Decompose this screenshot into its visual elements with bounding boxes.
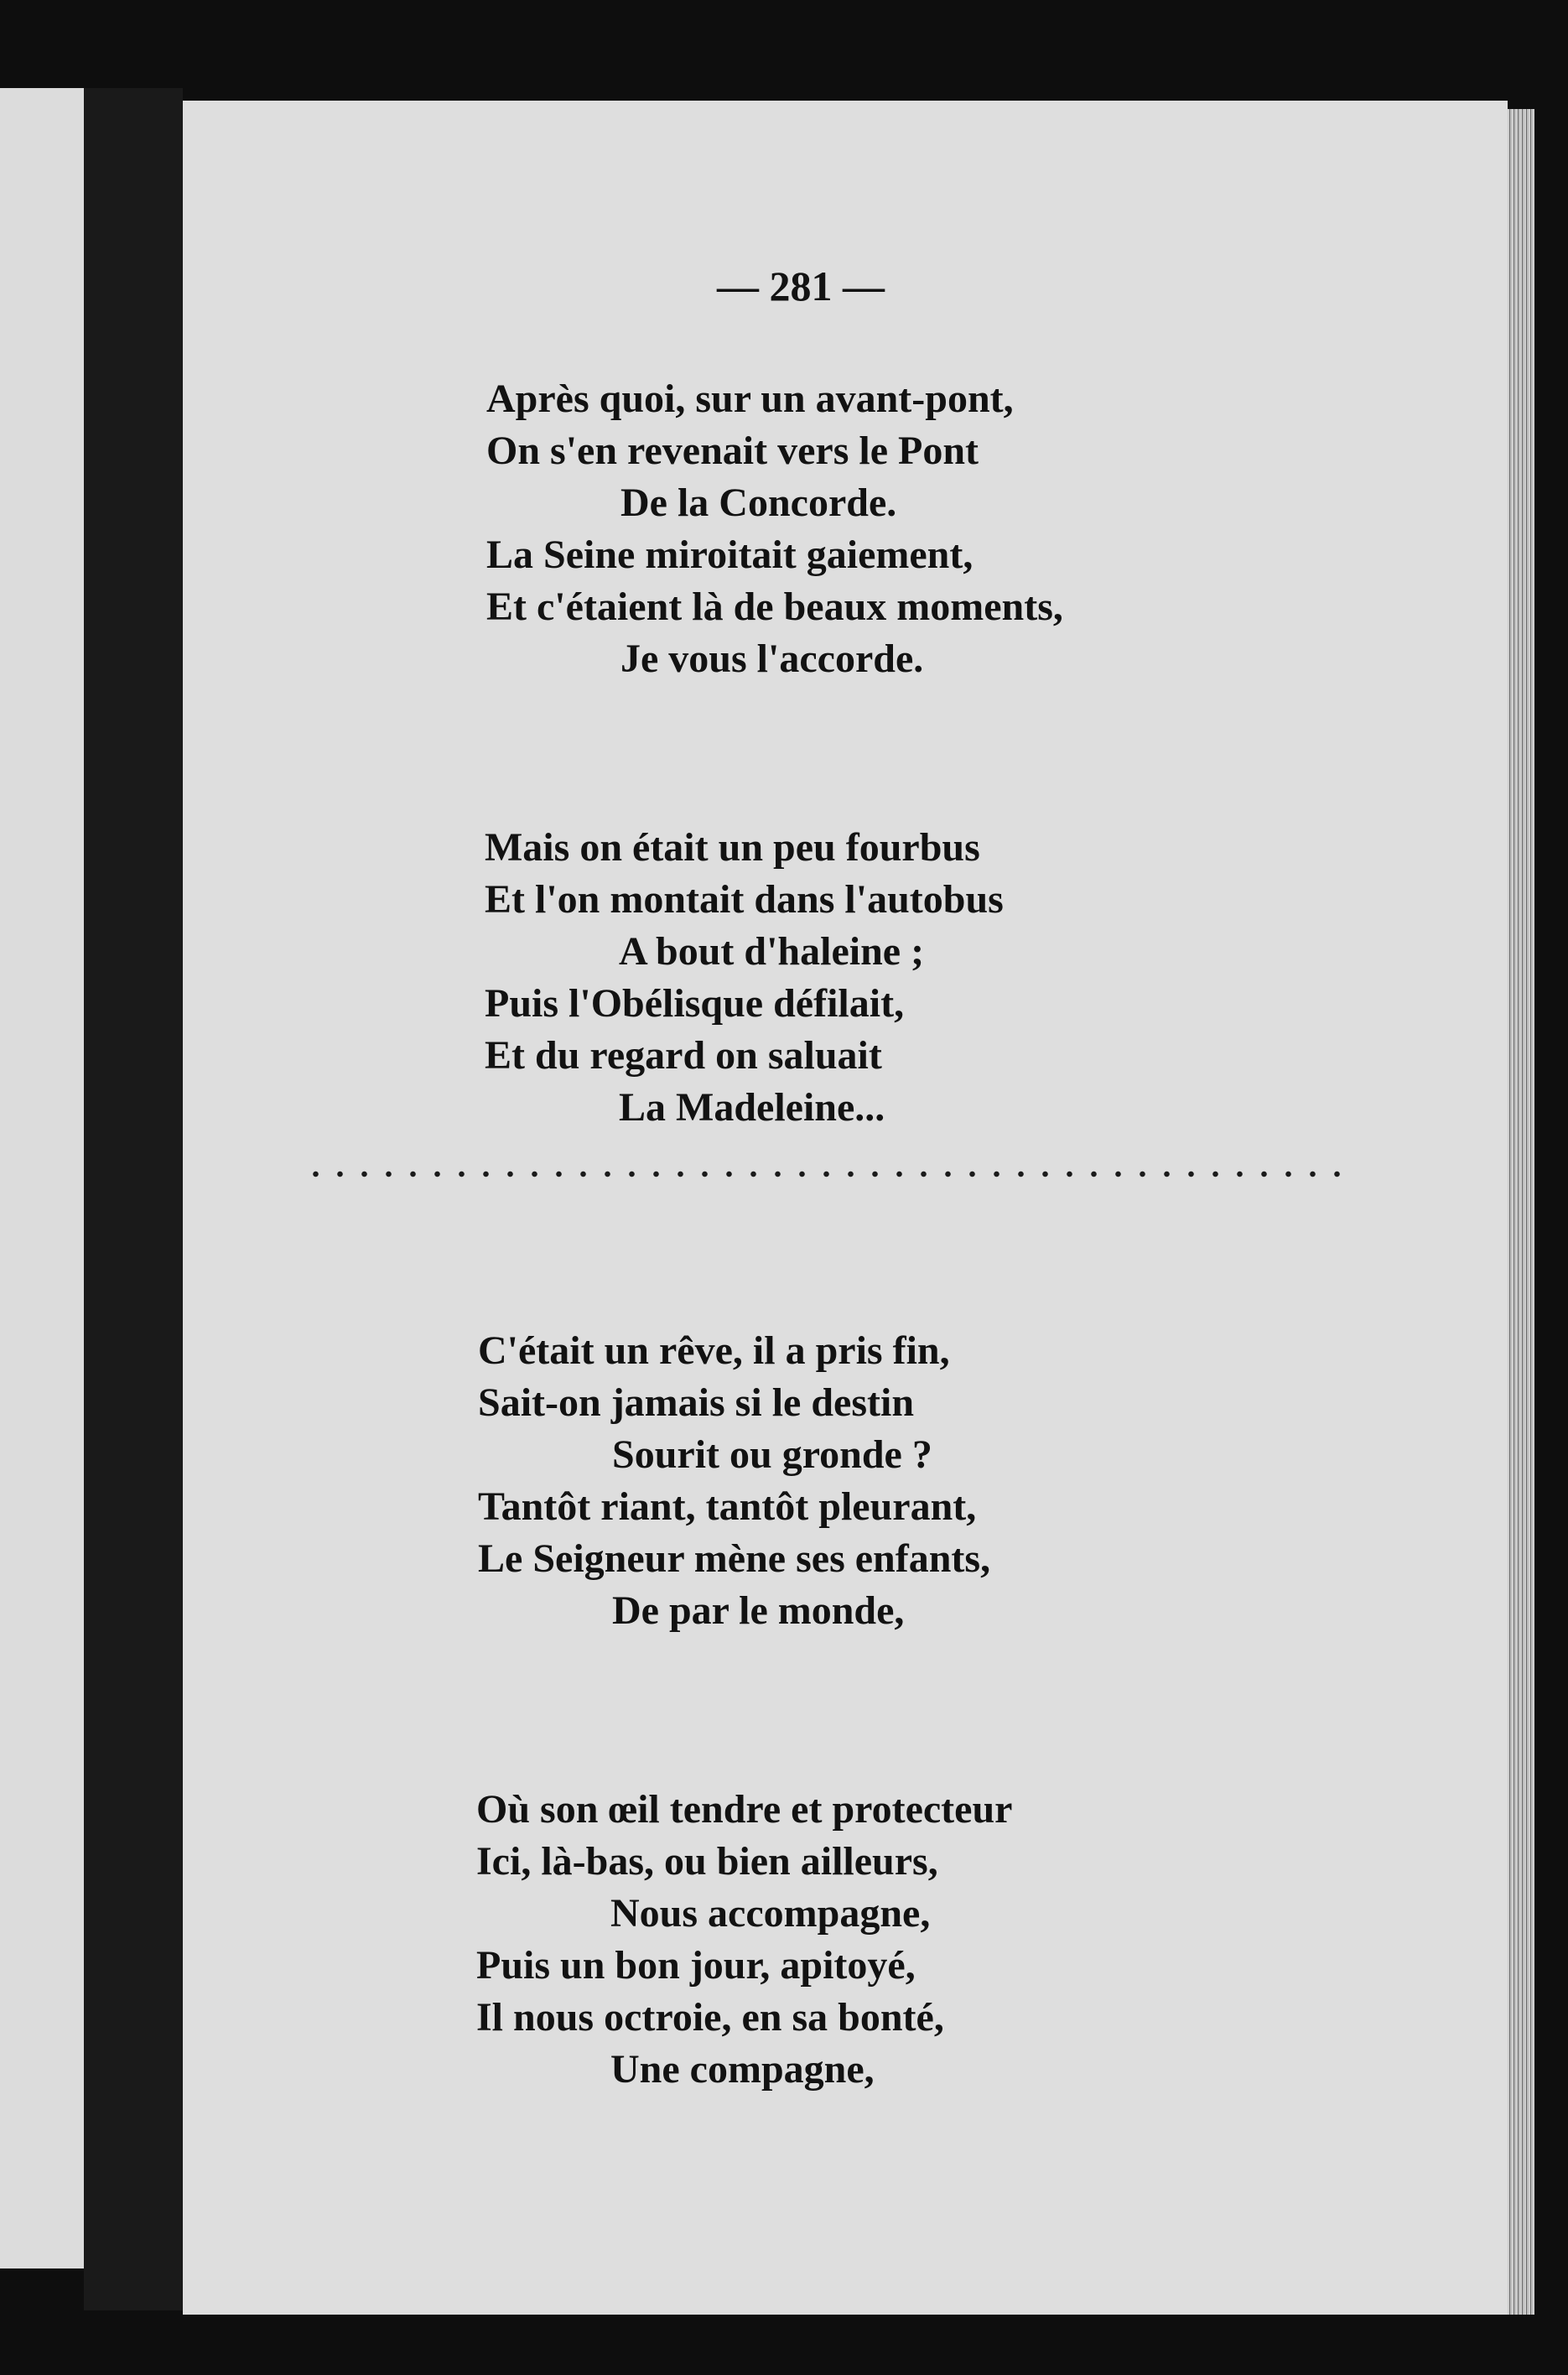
- verse-line: Mais on était un peu fourbus: [485, 825, 980, 870]
- verse-line: Il nous octroie, en sa bonté,: [476, 1995, 944, 2040]
- page-number: — 281 —: [717, 262, 885, 309]
- verse-line: C'était un rêve, il a pris fin,: [478, 1328, 950, 1373]
- verse-line: Sait-on jamais si le destin: [478, 1380, 915, 1425]
- dotted-separator: [304, 1170, 1347, 1178]
- book-binding: [84, 88, 183, 2310]
- verse-line: Tantôt riant, tantôt pleurant,: [478, 1484, 977, 1529]
- verse-line: La Seine miroitait gaiement,: [486, 533, 974, 577]
- verse-line-refrain: Sourit ou gronde ?: [612, 1432, 932, 1477]
- verse-line: On s'en revenait vers le Pont: [486, 429, 979, 473]
- verse-line-refrain: Une compagne,: [610, 2047, 875, 2092]
- verse-line: Et l'on montait dans l'autobus: [485, 877, 1004, 922]
- verse-line: Puis l'Obélisque défilait,: [485, 981, 905, 1026]
- verse-line: Où son œil tendre et protecteur: [476, 1787, 1013, 1832]
- stanza: [478, 1325, 990, 1637]
- facing-page-edge: [0, 88, 84, 2268]
- verse-line-refrain: De par le monde,: [612, 1588, 905, 1633]
- verse-line: Après quoi, sur un avant-pont,: [486, 377, 1014, 421]
- verse-line: Et c'étaient là de beaux moments,: [486, 585, 1063, 629]
- verse-line: Et du regard on saluait: [485, 1033, 882, 1078]
- verse-line-refrain: Je vous l'accorde.: [620, 637, 924, 681]
- verse-line-refrain: Nous accompagne,: [610, 1891, 931, 1936]
- stanza: [486, 373, 1063, 685]
- verse-line-refrain: De la Concorde.: [620, 481, 897, 525]
- verse-line: Le Seigneur mène ses enfants,: [478, 1536, 991, 1581]
- verse-line: Ici, là-bas, ou bien ailleurs,: [476, 1839, 938, 1884]
- page-stack-edge: [1508, 109, 1534, 2315]
- verse-line-refrain: La Madeleine...: [619, 1085, 885, 1130]
- verse-line: Puis un bon jour, apitoyé,: [476, 1943, 916, 1988]
- verse-line-refrain: A bout d'haleine ;: [619, 929, 925, 974]
- stanza: [485, 822, 1004, 1134]
- stanza: [476, 1784, 1012, 2096]
